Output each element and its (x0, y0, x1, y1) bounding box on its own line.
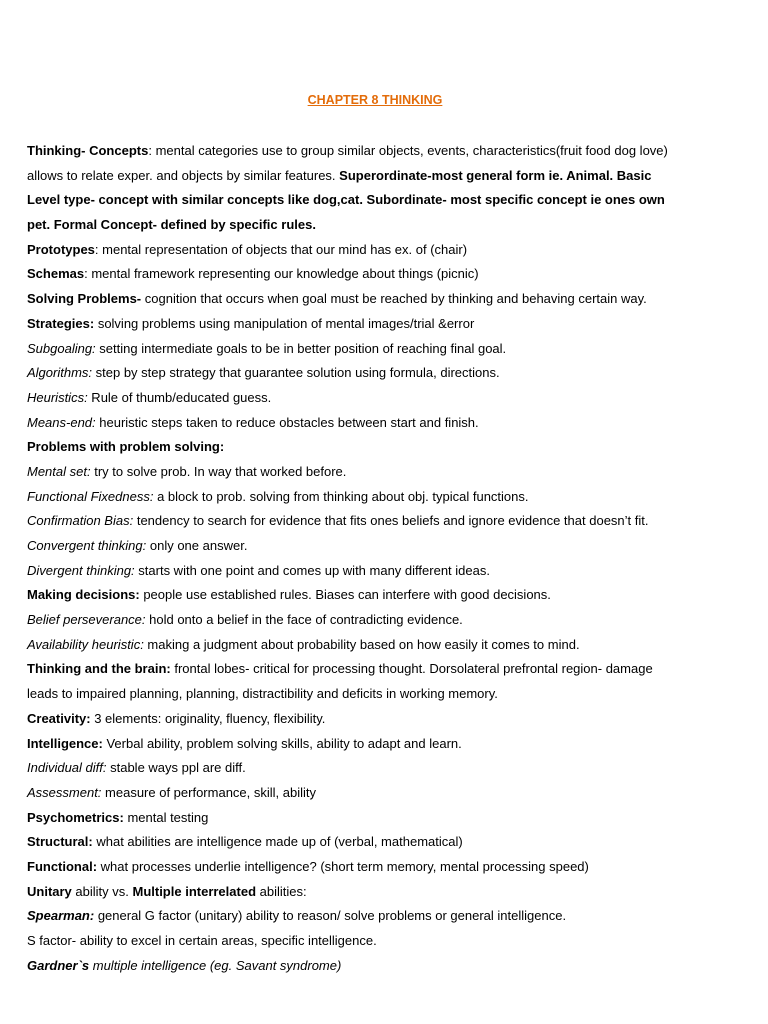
note-text: step by step strategy that guarantee solution using formula, directions. (92, 365, 500, 381)
note-term: Problems with problem solving: (27, 439, 225, 455)
note-line (27, 386, 727, 411)
note-term: Spearman: (27, 908, 95, 924)
note-line (27, 806, 727, 831)
note-term: Divergent thinking: (27, 562, 135, 578)
note-term: Structural: (27, 834, 93, 850)
note-line (27, 139, 727, 164)
note-line (27, 682, 727, 707)
note-term: Solving Problems- (27, 291, 142, 307)
note-text: tendency to search for evidence that fits ones beliefs and ignore evidence that doesn’t fit. (133, 513, 649, 529)
note-term: Subgoaling: (27, 340, 96, 356)
note-term: Psychometrics: (27, 809, 124, 825)
note-term: Functional: (27, 858, 98, 874)
note-text: what abilities are intelligence made up of (verbal, mathematical) (92, 834, 463, 850)
note-line (27, 312, 727, 337)
note-term: Superordinate-most general form ie. Animal. Basic (339, 167, 652, 183)
note-term: Making decisions: (27, 587, 140, 603)
note-line (27, 954, 727, 979)
note-line (27, 559, 727, 584)
note-term: Creativity: (27, 710, 91, 726)
note-text: cognition that occurs when goal must be reached by thinking and behaving certain way. (141, 291, 647, 307)
note-line (27, 855, 727, 880)
note-term: Assessment: (27, 784, 102, 800)
note-term: Multiple interrelated (132, 883, 257, 899)
note-line (27, 707, 727, 732)
note-term: Thinking and the brain: (27, 661, 171, 677)
note-text: abilities: (256, 883, 307, 899)
note-term: Prototypes (27, 241, 95, 257)
note-term: Unitary (27, 883, 72, 899)
note-line (27, 188, 727, 213)
page-title: CHAPTER 8 THINKING (307, 93, 443, 107)
note-term: Availability heuristic: (27, 636, 144, 652)
note-text: ability vs. (71, 883, 133, 899)
note-line (27, 485, 727, 510)
note-text: S factor- ability to excel in certain areas, specific intelligence. (27, 933, 377, 948)
note-line (27, 929, 727, 954)
document-body (27, 139, 727, 978)
note-line (27, 238, 727, 263)
note-line (27, 732, 727, 757)
note-text: heuristic steps taken to reduce obstacles between start and finish. (95, 414, 479, 430)
note-term: Intelligence: (27, 735, 103, 751)
note-line (27, 534, 727, 559)
note-text: 3 elements: originality, fluency, flexibility. (90, 710, 326, 726)
note-line (27, 781, 727, 806)
note-text: : mental categories use to group similar objects, events, characteristics(fruit food dog love) (148, 143, 668, 158)
note-term: Strategies: (27, 315, 95, 331)
note-text: only one answer. (146, 538, 248, 553)
note-text: setting intermediate goals to be in better position of reaching final goal. (95, 340, 507, 356)
note-text: try to solve prob. In way that worked before. (90, 463, 347, 479)
note-line (27, 411, 727, 436)
note-line (27, 608, 727, 633)
note-term: Functional Fixedness: (27, 488, 154, 504)
note-text: Rule of thumb/educated guess. (87, 389, 272, 405)
note-text: hold onto a belief in the face of contradicting evidence. (145, 612, 463, 628)
note-text: allows to relate exper. and objects by similar features. (27, 167, 340, 183)
note-line (27, 880, 727, 905)
note-text: : mental framework representing our knowledge about things (picnic) (84, 266, 479, 282)
note-line (27, 262, 727, 287)
note-term: Heuristics: (27, 389, 88, 405)
note-term: Convergent thinking: (27, 538, 147, 553)
note-text: a block to prob. solving from thinking about obj. typical functions. (153, 488, 529, 504)
note-text: stable ways ppl are diff. (106, 760, 246, 776)
note-line (27, 657, 727, 682)
note-term: Thinking- Concepts (27, 143, 149, 158)
note-line (27, 904, 727, 929)
note-line (27, 164, 727, 189)
note-line (27, 337, 727, 362)
note-line (27, 756, 727, 781)
note-line (27, 633, 727, 658)
note-term: Means-end: (27, 414, 96, 430)
note-text: Verbal ability, problem solving skills, ability to adapt and learn. (102, 735, 462, 751)
note-text: what processes underlie intelligence? (short term memory, mental processing speed) (97, 858, 589, 874)
note-text: mental testing (123, 809, 209, 825)
note-line (27, 460, 727, 485)
note-term: Gardner`s (27, 957, 90, 973)
note-term: Level type- concept with similar concepts like dog,cat. Subordinate- most specific concept ie ones own (27, 192, 665, 208)
note-text: leads to impaired planning, planning, distractibility and deficits in working memory. (27, 686, 498, 702)
note-term: multiple intelligence (eg. Savant syndrome) (89, 957, 342, 973)
note-line (27, 287, 727, 312)
note-text: measure of performance, skill, ability (101, 784, 317, 800)
note-term: Schemas (27, 266, 85, 282)
note-text: general G factor (unitary) ability to reason/ solve problems or general intelligence. (94, 908, 567, 924)
note-text: people use established rules. Biases can interfere with good decisions. (139, 587, 551, 603)
note-term: Individual diff: (27, 760, 107, 776)
note-term: Confirmation Bias: (27, 513, 134, 529)
note-text: making a judgment about probability based on how easily it comes to mind. (143, 636, 580, 652)
note-line (27, 509, 727, 534)
note-term: Algorithms: (27, 365, 93, 381)
note-text: frontal lobes- critical for processing thought. Dorsolateral prefrontal region- damage (170, 661, 653, 677)
note-term: Belief perseverance: (27, 612, 146, 628)
note-line (27, 361, 727, 386)
note-line (27, 435, 727, 460)
note-term: Mental set: (27, 463, 91, 479)
note-line (27, 213, 727, 238)
note-line (27, 583, 727, 608)
note-text: starts with one point and comes up with many different ideas. (134, 562, 490, 578)
note-line (27, 830, 727, 855)
note-term: pet. Formal Concept- defined by specific rules. (27, 217, 316, 233)
note-text: solving problems using manipulation of mental images/trial &error (94, 315, 475, 331)
note-text: : mental representation of objects that our mind has ex. of (chair) (94, 241, 468, 257)
